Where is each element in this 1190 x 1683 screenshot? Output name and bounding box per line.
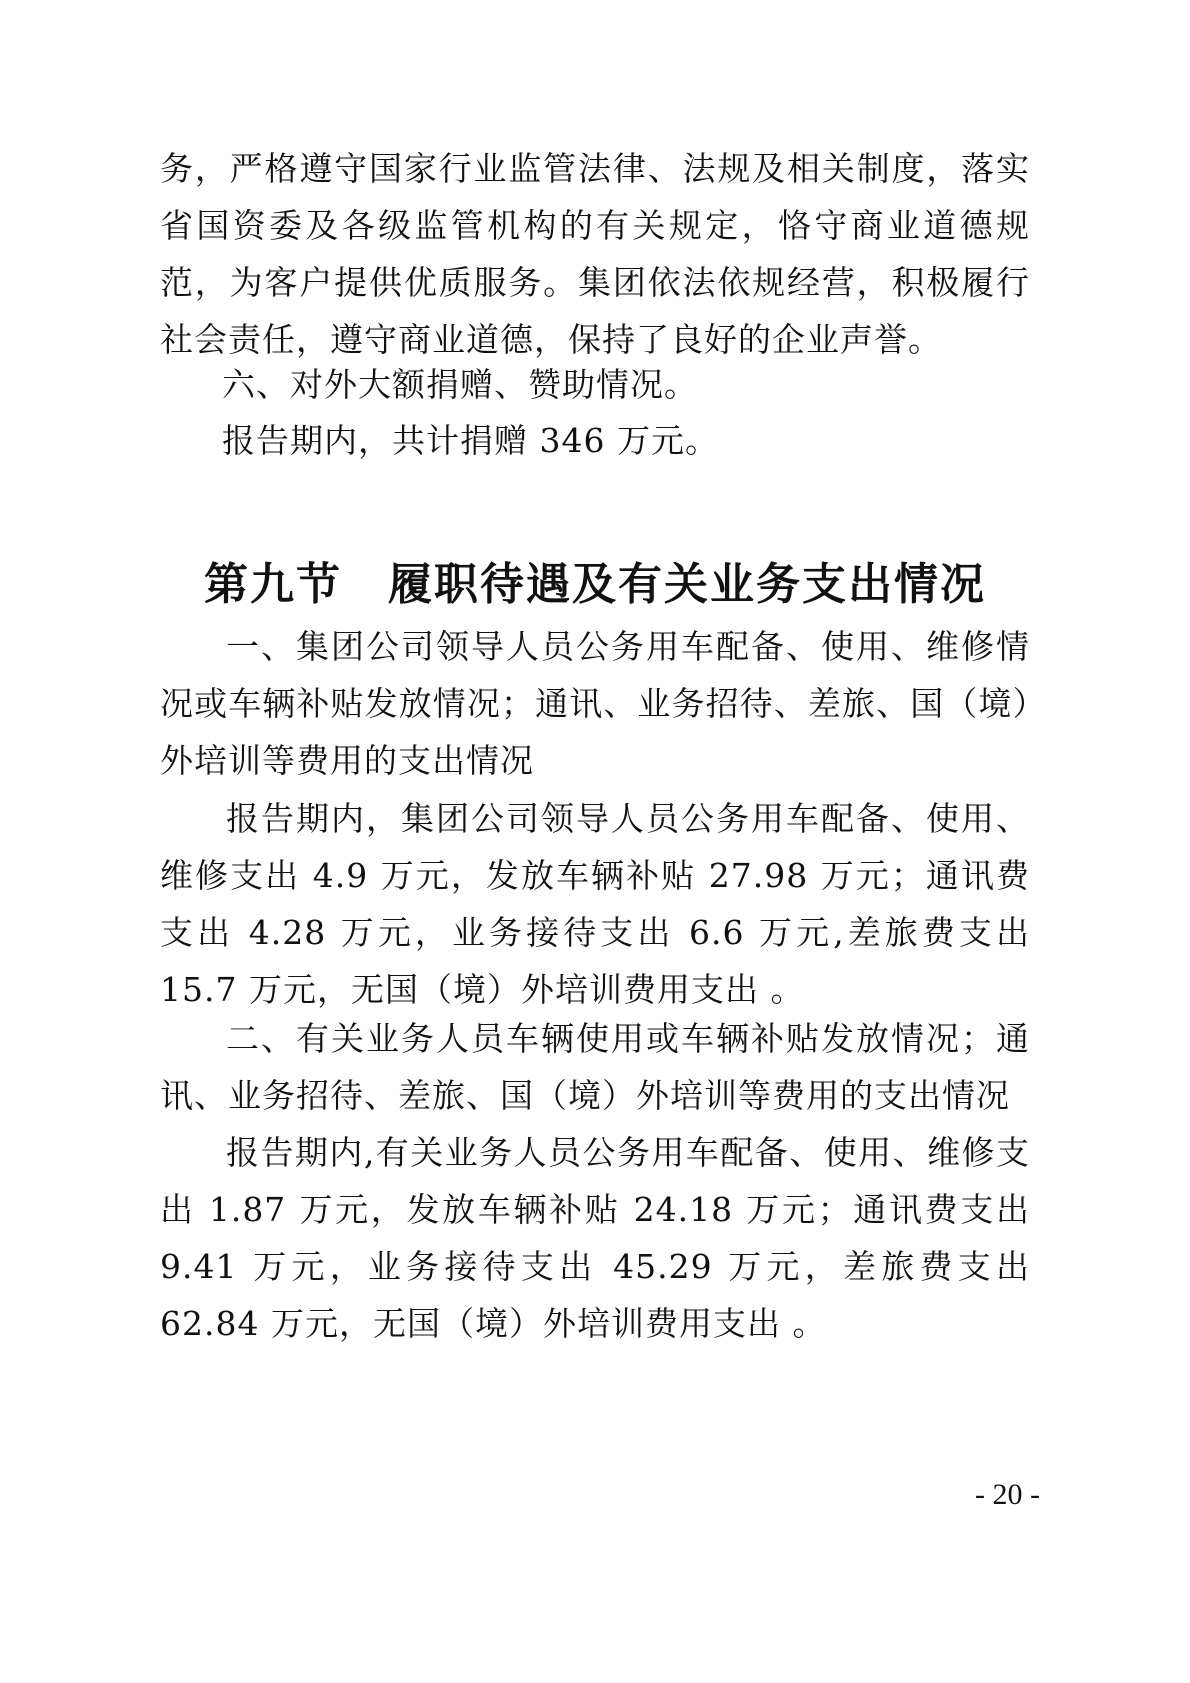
paragraph-staff-expenses: 报告期内,有关业务人员公务用车配备、使用、维修支出 1.87 万元，发放车辆补贴 24.18 万元；通讯费支出 9.41 万元，业务接待支出 45.29 万元，差旅费支出 62.84 万元，无国（境）外培训费用支出 。 bbox=[160, 1133, 1030, 1343]
heading-staff-expenses: 二、有关业务人员车辆使用或车辆补贴发放情况；通讯、业务招待、差旅、国（境）外培训等费用的支出情况 bbox=[160, 1019, 1030, 1115]
paragraph-leaders-expenses: 报告期内，集团公司领导人员公务用车配备、使用、维修支出 4.9 万元，发放车辆补贴 27.98 万元；通讯费支出 4.28 万元，业务接待支出 6.6 万元,差旅费支出 15.7 万元，无国（境）外培训费用支出 。 bbox=[160, 799, 1031, 1009]
paragraph-business-ethics: 务，严格遵守国家行业监管法律、法规及相关制度，落实省国资委及各级监管机构的有关规定，恪守商业道德规范，为客户提供优质服务。集团依法依规经营，积极履行社会责任，遵守商业道德，保持了良好的企业声誉。 bbox=[160, 149, 1030, 359]
page-number: - 20 - bbox=[975, 1478, 1040, 1511]
heading-leaders-expenses: 一、集团公司领导人员公务用车配备、使用、维修情况或车辆补贴发放情况；通讯、业务招待、差旅、国（境）外培训等费用的支出情况 bbox=[160, 627, 1030, 780]
heading-donations: 六、对外大额捐赠、赞助情况。 bbox=[222, 365, 698, 404]
paragraph-donations: 报告期内，共计捐赠 346 万元。 bbox=[222, 421, 719, 460]
section-title: 第九节 履职待遇及有关业务支出情况 bbox=[204, 559, 986, 610]
